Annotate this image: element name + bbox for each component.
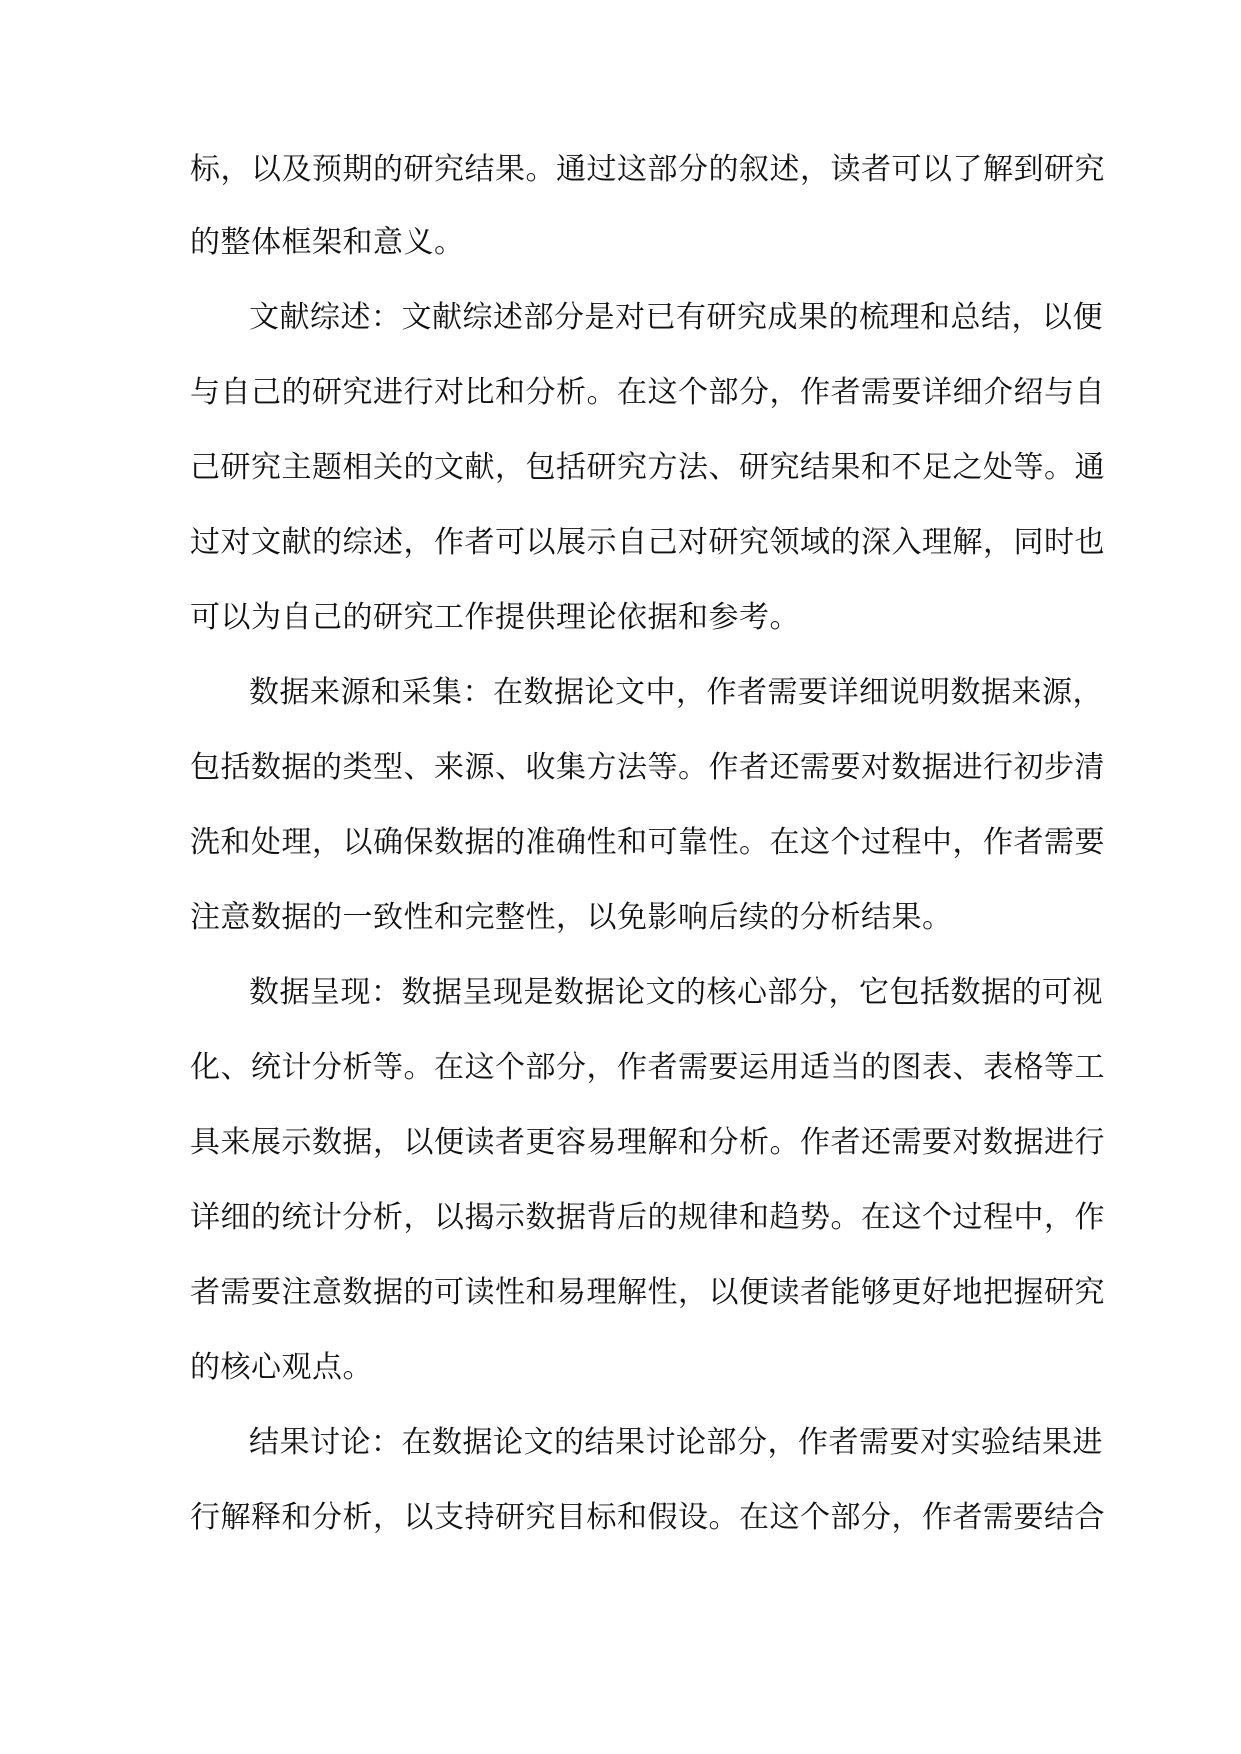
text-line: 过对文献的综述，作者可以展示自己对研究领域的深入理解，同时也 [190,525,1105,560]
text-line: 与自己的研究进行对比和分析。在这个部分，作者需要详细介绍与自 [190,375,1105,410]
text-line: 注意数据的一致性和完整性，以免影响后续的分析结果。 [190,900,953,935]
text-line: 的整体框架和意义。 [190,225,465,260]
text-line: 行解释和分析，以支持研究目标和假设。在这个部分，作者需要结合 [190,1500,1105,1535]
text-line: 标，以及预期的研究结果。通过这部分的叙述，读者可以了解到研究 [190,152,1105,187]
paragraph-heading-line: 结果讨论：在数据论文的结果讨论部分，作者需要对实验结果进 [249,1425,1103,1460]
text-line: 洗和处理，以确保数据的准确性和可靠性。在这个过程中，作者需要 [190,825,1105,860]
text-line: 可以为自己的研究工作提供理论依据和参考。 [190,600,800,635]
text-line: 包括数据的类型、来源、收集方法等。作者还需要对数据进行初步清 [190,750,1105,785]
text-line: 详细的统计分析，以揭示数据背后的规律和趋势。在这个过程中，作 [190,1200,1105,1235]
paragraph-heading-line: 文献综述：文献综述部分是对已有研究成果的梳理和总结，以便 [249,300,1103,335]
text-line: 者需要注意数据的可读性和易理解性，以便读者能够更好地把握研究 [190,1275,1105,1310]
paragraph-heading-line: 数据来源和采集：在数据论文中，作者需要详细说明数据来源， [249,675,1103,710]
text-line: 的核心观点。 [190,1350,373,1385]
paragraph-heading-line: 数据呈现：数据呈现是数据论文的核心部分，它包括数据的可视 [249,975,1103,1010]
text-line: 己研究主题相关的文献，包括研究方法、研究结果和不足之处等。通 [190,450,1105,485]
text-line: 具来展示数据，以便读者更容易理解和分析。作者还需要对数据进行 [190,1125,1105,1160]
text-line: 化、统计分析等。在这个部分，作者需要运用适当的图表、表格等工 [190,1050,1105,1085]
